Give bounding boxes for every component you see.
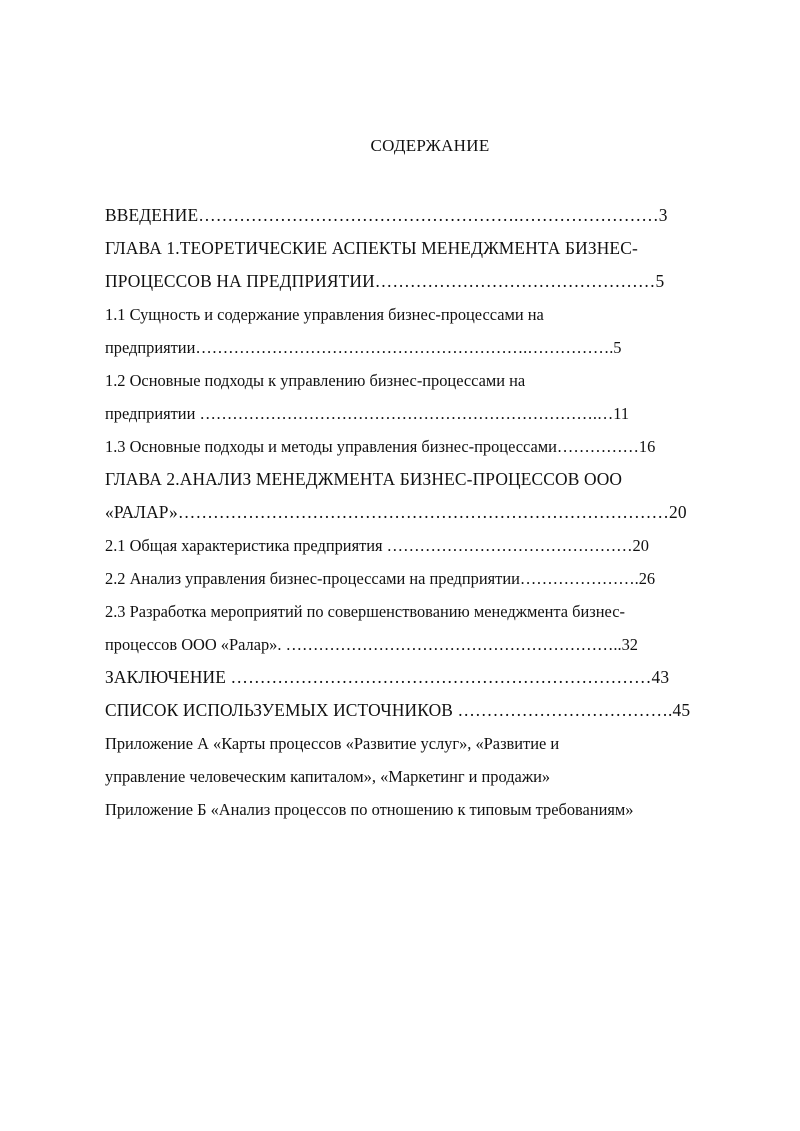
table-of-contents [105, 199, 765, 826]
toc-entry-chapter-2-title-cont: «РАЛАР»…………………………………………………………………………20 [105, 502, 687, 522]
page-title: СОДЕРЖАНИЕ [370, 136, 490, 155]
toc-entry-references: СПИСОК ИСПОЛЬЗУЕМЫХ ИСТОЧНИКОВ ……………………………….45 [105, 700, 691, 720]
toc-entry-section-2-1: 2.1 Общая характеристика предприятия ………………………………………20 [105, 536, 649, 555]
toc-entry-section-1-3: 1.3 Основные подходы и методы управления бизнес-процессами……………16 [105, 437, 656, 456]
toc-entry-section-1-1-cont: предприятии…………………………………………………….…………….5 [105, 338, 622, 357]
toc-entry-chapter-1-title-cont: ПРОЦЕССОВ НА ПРЕДПРИЯТИИ…………………………………………5 [105, 271, 665, 291]
toc-entry-section-1-1: 1.1 Сущность и содержание управления бизнес-процессами на [105, 305, 544, 324]
toc-entry-section-2-3: 2.3 Разработка мероприятий по совершенствованию менеджмента бизнес- [105, 602, 625, 621]
toc-entry-introduction: ВВЕДЕНИЕ……………………………………………….……………………3 [105, 205, 668, 225]
toc-entry-appendix-a: Приложение А «Карты процессов «Развитие услуг», «Развитие и [105, 734, 560, 753]
toc-entry-appendix-b: Приложение Б «Анализ процессов по отношению к типовым требованиям» [105, 800, 634, 819]
toc-entry-section-1-2: 1.2 Основные подходы к управлению бизнес-процессами на [105, 371, 526, 390]
toc-entry-chapter-2-title: ГЛАВА 2.АНАЛИЗ МЕНЕДЖМЕНТА БИЗНЕС-ПРОЦЕССОВ ООО [105, 469, 623, 489]
toc-entry-appendix-a-cont: управление человеческим капиталом», «Маркетинг и продажи» [105, 767, 551, 786]
toc-entry-section-2-2: 2.2 Анализ управления бизнес-процессами на предприятии………………….26 [105, 569, 656, 588]
toc-entry-chapter-1-title: ГЛАВА 1.ТЕОРЕТИЧЕСКИЕ АСПЕКТЫ МЕНЕДЖМЕНТА БИЗНЕС- [105, 238, 638, 258]
toc-entry-section-2-3-cont: процессов ООО «Ралар». ……………………………………………………..32 [105, 635, 638, 654]
toc-entry-section-1-2-cont: предприятии ……………………………………………………………….…11 [105, 404, 630, 423]
toc-entry-conclusion: ЗАКЛЮЧЕНИЕ ………………………………………………………………43 [105, 667, 670, 687]
